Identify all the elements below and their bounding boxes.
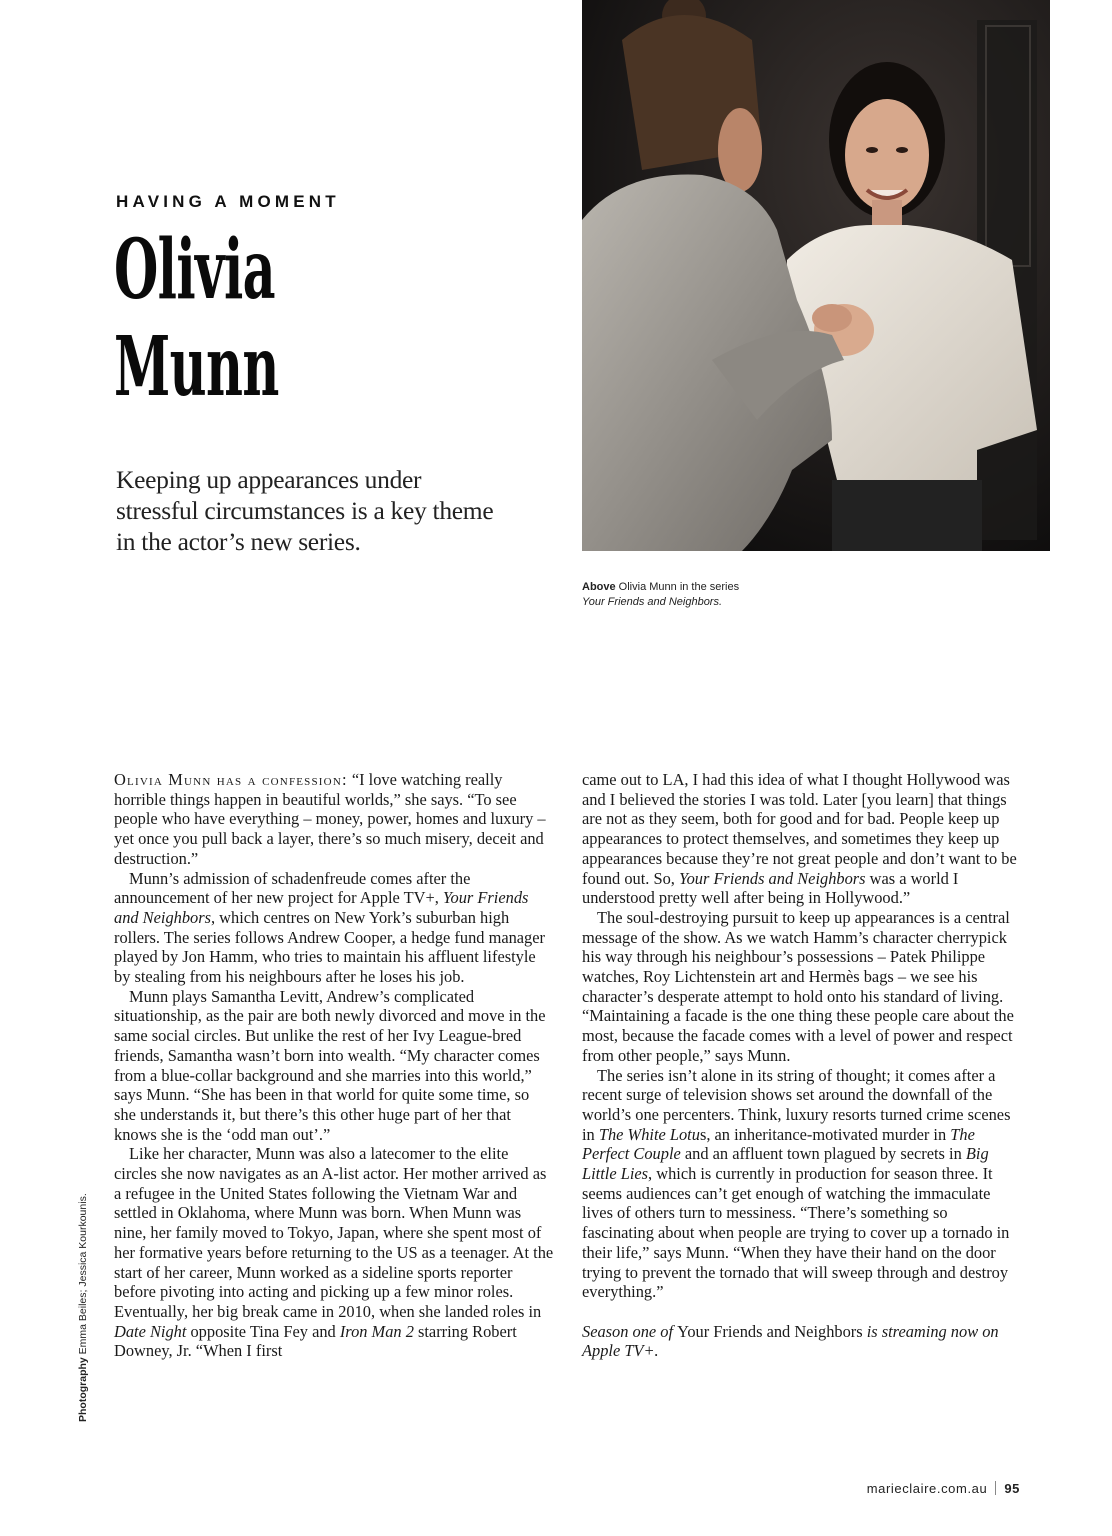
- credit-label: Photography: [77, 1357, 89, 1422]
- paragraph-4: Like her character, Munn was also a latecomer to the elite circles she now navigates as an A-list actor. Her mother arrived as a refugee in the United States following the Vietnam War and settled in Oklahoma, where Munn was born. When Munn was nine, her family moved to Tokyo, Japan, where she spent most of her formative years before returning to the US as a teenager. At the start of her career, Munn worked as a sideline sports reporter before pivoting into acting and picking up a few minor roles. Eventually, her big break came in 2010, when she landed roles in Date Night opposite Tina Fey and Iron Man 2 starring Robert Downey, Jr. “When I first: [114, 1144, 554, 1361]
- paragraph-6: The series isn’t alone in its string of thought; it comes after a recent surge of television shows set around the downfall of the world’s one percenters. Think, luxury resorts turned crime scenes in The White Lotus, an inheritance-motivated murder in The Perfect Couple and an affluent town plagued by secrets in Big Little Lies, which is currently in production for season three. It seems audiences can’t get enough of watching the immaculate lives of others turn to messiness. “There’s something so fascinating about when people are trying to cover up a tornado in their life,” says Munn. “When they have their hand on the door trying to prevent the tornado that will sweep through and destroy everything.”: [582, 1065, 1011, 1302]
- caption-text: Olivia Munn in the series: [615, 581, 740, 593]
- page-title: [114, 222, 279, 416]
- paragraph-1: Olivia Munn has a confession: “I love watching really horrible things happen in beautiful worlds,” she says. “To see people who have everything – money, power, homes and luxury – yet once you pull back a layer, there’s so much misery, deceit and destruction.”: [114, 770, 546, 868]
- film-title: Date Night: [114, 1321, 187, 1341]
- title-line-1: Olivia: [114, 222, 275, 318]
- page-number: 95: [1004, 1481, 1020, 1496]
- sign-off: Season one of Your Friends and Neighbors is streaming now on Apple TV+.: [582, 1321, 999, 1361]
- show-title: Your Friends and Neighbors: [677, 1321, 863, 1341]
- credit-names: Emma Beiles; Jessica Kourkounis.: [77, 1193, 89, 1358]
- paragraph-4-continued: came out to LA, I had this idea of what I thought Hollywood was and I believed the stories I was told. Later [you learn] that things are not as they seem, both for good and for bad. People keep up appearances to protect themselves, and sometimes they keep up appearances because they’re not great people and don’t want to be found out. So, Your Friends and Neighbors was a world I understood pretty well after being in Hollywood.”: [582, 770, 1017, 908]
- divider: [995, 1481, 996, 1495]
- photo-illustration: [582, 0, 1050, 551]
- title-line-2: Munn: [114, 319, 279, 415]
- caption-show: Your Friends and Neighbors.: [582, 596, 723, 608]
- photo-caption: [582, 580, 842, 610]
- standfirst: Keeping up appearances under stressful circumstances is a key theme in the actor’s new series.: [116, 465, 494, 556]
- paragraph-3: Munn plays Samantha Levitt, Andrew’s complicated situationship, as the pair are both newly divorced and move in the same social circles. But unlike the rest of her Ivy League-bred friends, Samantha wasn’t born into wealth. “My character comes from a blue-collar background and she marries into this world,” says Munn. “She has been in that world for quite some time, so she understands it, but there’s this other huge part of her that knows she is the ‘odd man out’.”: [114, 986, 546, 1144]
- paragraph-5: The soul-destroying pursuit to keep up appearances is a central message of the show. As we watch Hamm’s character cherrypick his way through his neighbour’s possessions – Patek Philippe watches, Roy Lichtenstein art and Hermès bags – we see his character’s desperate attempt to hold onto his standard of living. “Maintaining a facade is the one thing these people care about the most, because the facade comes with a level of power and respect from other people,” says Munn.: [582, 907, 1014, 1065]
- show-title: Big Little Lies: [582, 1144, 989, 1184]
- caption-label: Above: [582, 581, 616, 593]
- show-title: The Perfect Couple: [582, 1124, 975, 1164]
- paragraph-2: Munn’s admission of schadenfreude comes after the announcement of her new project for Apple TV+, Your Friends and Neighbors, which centres on New York’s suburban high rollers. The series follows Andrew Cooper, a hedge fund manager played by Jon Hamm, who tries to maintain his affluent lifestyle by stealing from his neighbours after he loses his job.: [114, 868, 545, 987]
- article-column-2: [582, 770, 1022, 1361]
- show-title: The White Lotu: [598, 1124, 700, 1144]
- photo-credit: [77, 1122, 89, 1422]
- kicker: HAVING A MOMENT: [116, 192, 340, 211]
- hero-photo: [582, 0, 1050, 551]
- show-title: Your Friends and Neighbors: [114, 888, 529, 927]
- film-title: Iron Man 2: [339, 1321, 414, 1341]
- site-url: marieclaire.com.au: [866, 1481, 988, 1496]
- show-title: Your Friends and Neighbors: [678, 868, 866, 888]
- paragraph-4-cont: starring Robert Downey, Jr. “When I first: [114, 1321, 517, 1361]
- lead-in: Olivia Munn has a confession:: [114, 770, 348, 789]
- article-column-1: [114, 770, 554, 1361]
- page-footer: [867, 1481, 1020, 1496]
